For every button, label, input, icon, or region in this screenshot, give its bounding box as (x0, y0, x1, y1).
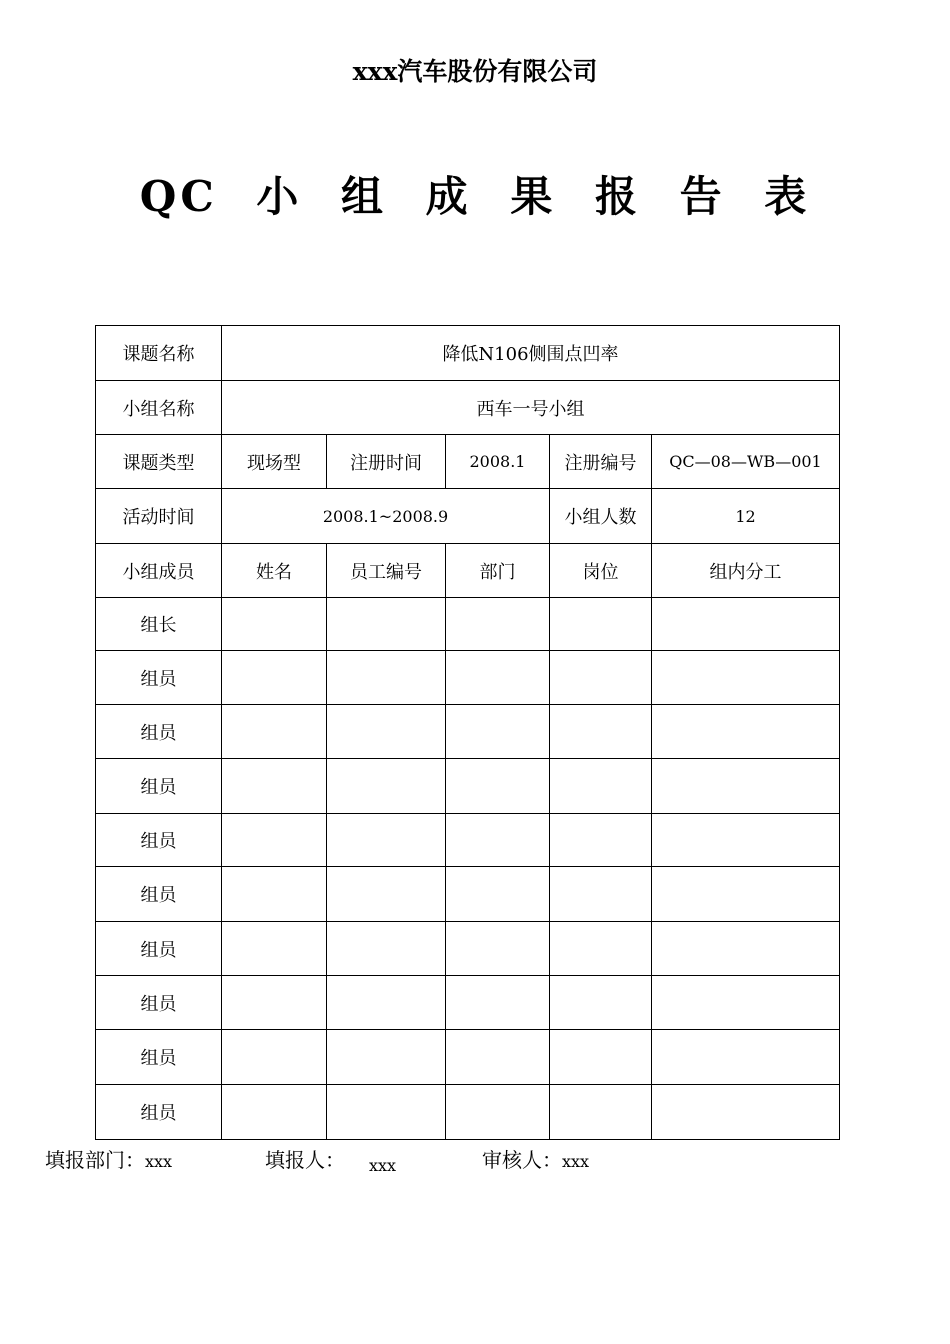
member-id-cell[interactable] (327, 705, 446, 759)
footer-dept (45, 1144, 172, 1173)
reg-time-value: 2008.1 (446, 435, 550, 489)
activity-value: 2008.1~2008.9 (222, 489, 550, 544)
dept-value: xxx (145, 1152, 173, 1171)
member-row (96, 598, 840, 651)
type-value: 现场型 (222, 435, 327, 489)
report-table (95, 325, 840, 1140)
reviewer-label: 审核人： (482, 1148, 562, 1172)
member-duty-cell[interactable] (652, 976, 840, 1030)
report-title (0, 164, 950, 224)
member-duty-cell[interactable] (652, 1030, 840, 1085)
member-name-cell[interactable] (222, 759, 327, 814)
member-duty-cell[interactable] (652, 759, 840, 814)
member-dept-cell[interactable] (446, 1030, 550, 1085)
member-role: 组员 (96, 867, 222, 922)
member-row (96, 651, 840, 705)
member-dept-cell[interactable] (446, 1085, 550, 1140)
member-row (96, 705, 840, 759)
reporter-label: 填报人： (265, 1148, 345, 1172)
member-name-cell[interactable] (222, 1085, 327, 1140)
member-row (96, 1030, 840, 1085)
reg-time-label: 注册时间 (327, 435, 446, 489)
member-name-cell[interactable] (222, 922, 327, 976)
member-duty-cell[interactable] (652, 867, 840, 922)
members-header-cell: 组内分工 (652, 544, 840, 598)
member-name-cell[interactable] (222, 814, 327, 867)
members-header-cell: 岗位 (550, 544, 652, 598)
title-char: 果 (510, 172, 557, 221)
member-id-cell[interactable] (327, 814, 446, 867)
reg-no-value: QC—08—WB—001 (652, 435, 840, 489)
member-name-cell[interactable] (222, 867, 327, 922)
footer-reviewer (482, 1144, 589, 1173)
member-name-cell[interactable] (222, 598, 327, 651)
member-id-cell[interactable] (327, 651, 446, 705)
company-name: xxx汽车股份有限公司 (352, 57, 598, 86)
type-row (96, 435, 840, 489)
member-post-cell[interactable] (550, 1085, 652, 1140)
member-role: 组员 (96, 759, 222, 814)
member-role: 组长 (96, 598, 222, 651)
member-duty-cell[interactable] (652, 651, 840, 705)
member-name-cell[interactable] (222, 976, 327, 1030)
title-char: 组 (341, 172, 388, 221)
member-role: 组员 (96, 651, 222, 705)
member-role: 组员 (96, 814, 222, 867)
member-role: 组员 (96, 705, 222, 759)
count-value: 12 (652, 489, 840, 544)
member-row (96, 976, 840, 1030)
member-duty-cell[interactable] (652, 598, 840, 651)
member-id-cell[interactable] (327, 1030, 446, 1085)
member-row (96, 922, 840, 976)
members-header-cell: 姓名 (222, 544, 327, 598)
member-row (96, 814, 840, 867)
footer-reporter (265, 1144, 396, 1173)
member-post-cell[interactable] (550, 651, 652, 705)
member-post-cell[interactable] (550, 814, 652, 867)
member-duty-cell[interactable] (652, 922, 840, 976)
reporter-value: xxx (369, 1156, 397, 1175)
member-id-cell[interactable] (327, 867, 446, 922)
title-char: 小 (256, 172, 303, 221)
topic-label: 课题名称 (96, 326, 222, 381)
members-header-row (96, 544, 840, 598)
member-name-cell[interactable] (222, 1030, 327, 1085)
member-post-cell[interactable] (550, 976, 652, 1030)
member-id-cell[interactable] (327, 976, 446, 1030)
member-dept-cell[interactable] (446, 598, 550, 651)
member-id-cell[interactable] (327, 759, 446, 814)
member-name-cell[interactable] (222, 705, 327, 759)
member-post-cell[interactable] (550, 598, 652, 651)
reviewer-value: xxx (562, 1152, 590, 1171)
member-role: 组员 (96, 976, 222, 1030)
group-value: 西车一号小组 (222, 381, 840, 435)
member-post-cell[interactable] (550, 922, 652, 976)
topic-row (96, 326, 840, 381)
member-id-cell[interactable] (327, 922, 446, 976)
members-header-cell: 部门 (446, 544, 550, 598)
footer-signoff (45, 1144, 925, 1174)
member-dept-cell[interactable] (446, 922, 550, 976)
member-duty-cell[interactable] (652, 814, 840, 867)
activity-label: 活动时间 (96, 489, 222, 544)
member-role: 组员 (96, 1085, 222, 1140)
member-row (96, 759, 840, 814)
topic-value: 降低N106侧围点凹率 (222, 326, 840, 381)
member-row (96, 867, 840, 922)
member-role: 组员 (96, 1030, 222, 1085)
title-char: QC (139, 172, 218, 221)
group-row (96, 381, 840, 435)
title-char: 表 (764, 172, 811, 221)
member-dept-cell[interactable] (446, 976, 550, 1030)
member-post-cell[interactable] (550, 867, 652, 922)
member-post-cell[interactable] (550, 1030, 652, 1085)
member-duty-cell[interactable] (652, 705, 840, 759)
member-role: 组员 (96, 922, 222, 976)
member-dept-cell[interactable] (446, 651, 550, 705)
member-name-cell[interactable] (222, 651, 327, 705)
group-label: 小组名称 (96, 381, 222, 435)
members-header-cell: 小组成员 (96, 544, 222, 598)
dept-label: 填报部门： (45, 1148, 145, 1172)
title-char: 报 (594, 172, 641, 221)
reg-no-label: 注册编号 (550, 435, 652, 489)
member-dept-cell[interactable] (446, 814, 550, 867)
activity-row (96, 489, 840, 544)
member-row (96, 1085, 840, 1140)
member-post-cell[interactable] (550, 705, 652, 759)
type-label: 课题类型 (96, 435, 222, 489)
member-post-cell[interactable] (550, 759, 652, 814)
member-duty-cell[interactable] (652, 1085, 840, 1140)
member-id-cell[interactable] (327, 1085, 446, 1140)
title-char: 告 (679, 172, 726, 221)
member-dept-cell[interactable] (446, 759, 550, 814)
count-label: 小组人数 (550, 489, 652, 544)
member-dept-cell[interactable] (446, 867, 550, 922)
member-id-cell[interactable] (327, 598, 446, 651)
title-char: 成 (425, 172, 472, 221)
members-header-cell: 员工编号 (327, 544, 446, 598)
member-dept-cell[interactable] (446, 705, 550, 759)
